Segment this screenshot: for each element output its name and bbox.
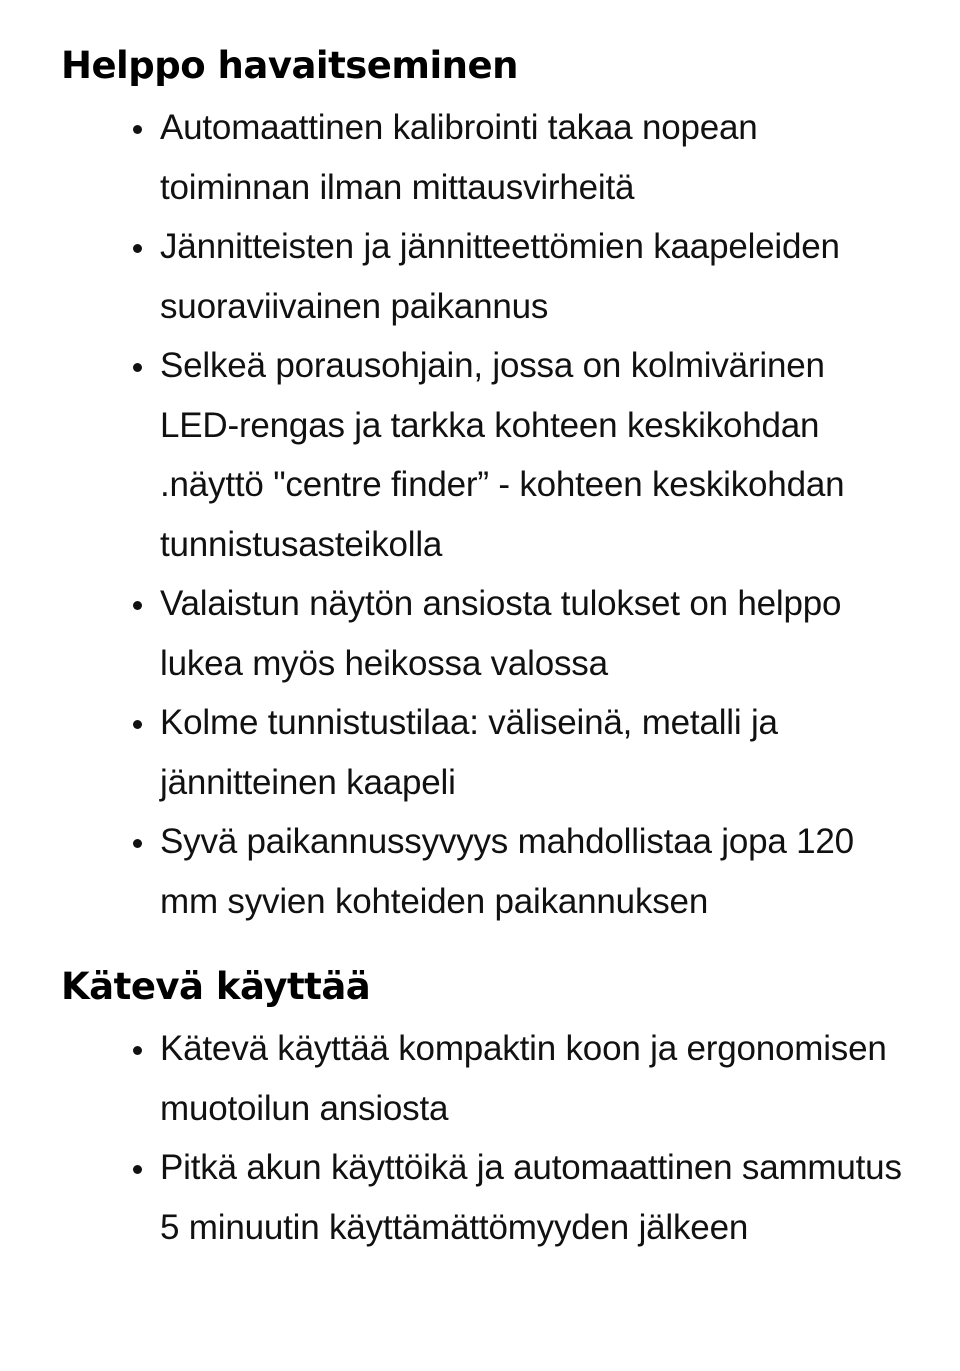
bullet-icon [133,720,142,729]
bullet-icon [133,1165,142,1174]
bullet-icon [133,363,142,372]
feature-list-easy-to-use [0,1019,960,1257]
bullet-icon [133,244,142,253]
list-item-text: Pitkä akun käyttöikä ja automaattinen sammutus 5 minuutin käyttämättömyyden jälkeen [160,1148,902,1247]
list-item-text: Syvä paikannussyvyys mahdollistaa jopa 120 mm syvien kohteiden paikannuksen [160,822,854,921]
list-item [160,693,960,812]
bullet-icon [133,839,142,848]
section-title-easy-detection: Helppo havaitseminen [61,44,518,87]
list-item [160,217,960,336]
list-item-text: Kolme tunnistustilaa: väliseinä, metalli ja jännitteinen kaapeli [160,703,778,802]
bullet-icon [133,125,142,134]
list-item [160,98,960,217]
bullet-icon [133,1046,142,1055]
section-title-easy-to-use: Kätevä käyttää [61,965,371,1008]
list-item [160,812,960,931]
list-item-text: Valaistun näytön ansiosta tulokset on helppo lukea myös heikossa valossa [160,584,842,683]
list-item [160,336,960,574]
feature-list-easy-detection [0,98,960,931]
bullet-icon [133,601,142,610]
list-item-text: Selkeä porausohjain, jossa on kolmivärinen LED-rengas ja tarkka kohteen keskikohdan .näyttö "centre finder” - kohteen keskikohdan tunnistusasteikolla [160,346,845,564]
list-item [160,1019,960,1138]
list-item-text: Kätevä käyttää kompaktin koon ja ergonomisen muotoilun ansiosta [160,1029,887,1128]
list-item-text: Jännitteisten ja jännitteettömien kaapeleiden suoraviivainen paikannus [160,227,840,326]
list-item [160,574,960,693]
list-item [160,1138,960,1257]
list-item-text: Automaattinen kalibrointi takaa nopean toiminnan ilman mittausvirheitä [160,108,758,207]
